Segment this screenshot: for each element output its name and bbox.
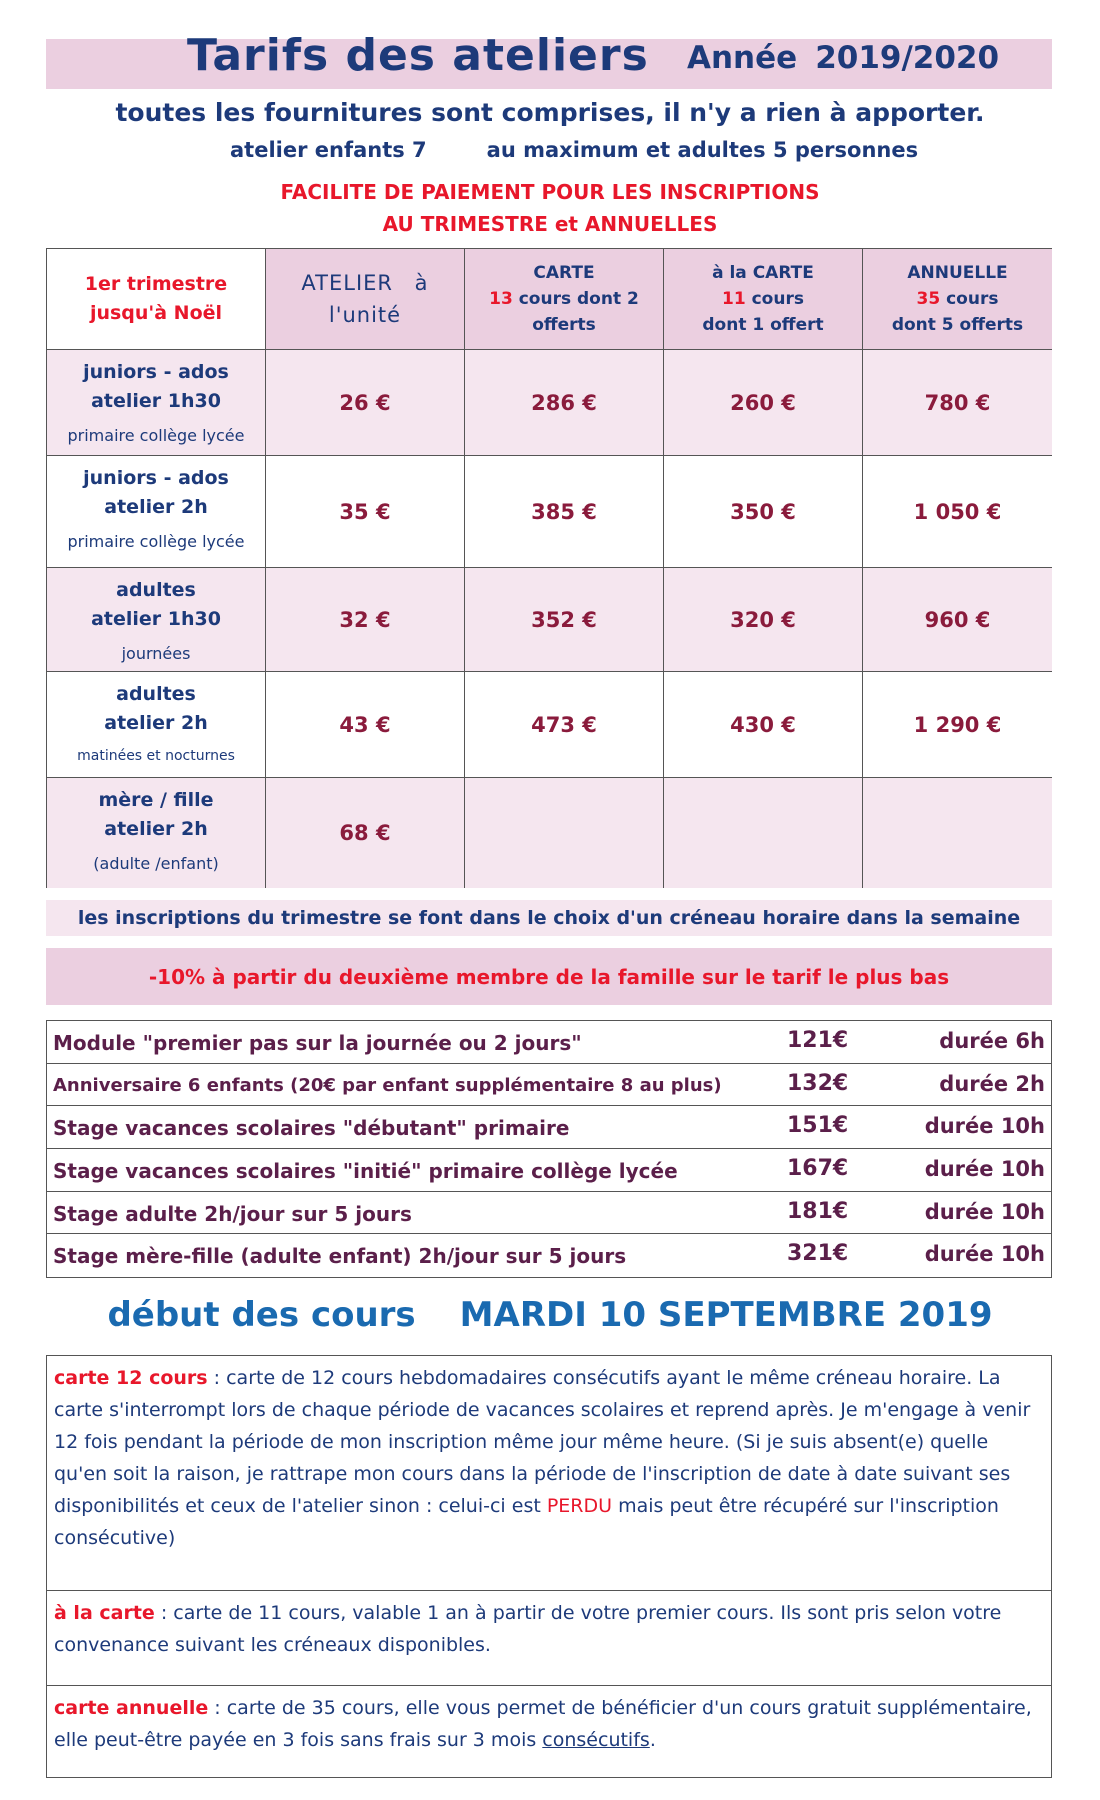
module-price: 167€	[787, 1156, 849, 1182]
module-label: Stage vacances scolaires "débutant" primaire	[53, 1116, 570, 1141]
module-label: Stage adulte 2h/jour sur 5 jours	[53, 1201, 412, 1226]
alacarte-explanation	[47, 1591, 1051, 1686]
card-explanations	[46, 1355, 1052, 1778]
row-subtitle: matinées et nocturnes	[77, 748, 235, 764]
price-cell: 286 €	[465, 350, 664, 456]
row-label-mother-daughter	[47, 778, 266, 888]
module-duration: durée 6h	[939, 1029, 1045, 1053]
registration-notice: les inscriptions du trimestre se font dans le choix d'un créneau horaire dans la semaine	[46, 900, 1052, 936]
card12-key: carte 12 cours	[54, 1367, 208, 1389]
annual-key: carte annuelle	[54, 1697, 209, 1719]
col-annual-num: 35	[916, 289, 941, 309]
table-corner	[47, 249, 266, 350]
col-header-annual	[863, 249, 1052, 350]
row-label-adults-2h	[47, 672, 266, 778]
col-card13-num: 13	[489, 289, 513, 309]
col-unit-line1: ATELIER à	[301, 271, 429, 295]
capacity-children: atelier enfants 7	[230, 138, 427, 162]
price-cell: 352 €	[465, 568, 664, 672]
module-row	[47, 1064, 1051, 1107]
col-alacarte-line1: à la CARTE	[712, 263, 814, 283]
col-annual-line1: ANNUELLE	[907, 263, 1008, 283]
col-header-unit	[266, 249, 465, 350]
course-start	[0, 1295, 1100, 1335]
price-cell: 32 €	[266, 568, 465, 672]
module-price: 132€	[787, 1070, 849, 1096]
row-label-juniors-2h	[47, 456, 266, 568]
price-cell: 385 €	[465, 456, 664, 568]
col-alacarte-line2: cours	[751, 289, 804, 309]
col-annual-line3: dont 5 offerts	[891, 315, 1024, 335]
row-title-2: atelier 2h	[104, 818, 208, 840]
module-price: 321€	[787, 1241, 849, 1267]
row-subtitle: (adulte /enfant)	[93, 854, 219, 873]
module-row	[47, 1192, 1051, 1235]
annual-underlined: consécutifs	[542, 1729, 650, 1751]
module-price: 151€	[787, 1113, 849, 1139]
col-card13-line3: offerts	[532, 315, 596, 335]
price-cell: 43 €	[266, 672, 465, 778]
row-title-2: atelier 1h30	[91, 390, 221, 412]
price-table	[46, 248, 1052, 888]
price-cell-empty	[465, 778, 664, 888]
price-cell: 430 €	[664, 672, 863, 778]
col-annual-line2: cours	[946, 289, 999, 309]
price-cell: 320 €	[664, 568, 863, 672]
module-duration: durée 2h	[939, 1071, 1045, 1096]
col-unit-line2: l'unité	[328, 303, 402, 327]
col-card13-line2: cours dont 2	[518, 289, 639, 309]
course-start-label: début des cours	[107, 1295, 416, 1335]
row-subtitle: primaire collège lycée	[67, 426, 245, 445]
school-year	[687, 40, 999, 76]
price-cell: 1 050 €	[863, 456, 1052, 568]
module-label: Anniversaire 6 enfants (20€ par enfant supplémentaire 8 au plus)	[53, 1074, 722, 1096]
annual-text: : carte de 35 cours, elle vous permet de bénéficier d'un cours gratuit supplémentaire, elle peut-être payée en 3 fois sans frais sur 3 mois	[54, 1697, 1032, 1751]
capacity-rest: au maximum et adultes 5 personnes	[486, 138, 919, 162]
capacity-note	[230, 138, 918, 162]
row-title-1: adultes	[116, 683, 196, 705]
annual-end: .	[649, 1729, 656, 1751]
module-duration: durée 10h	[924, 1199, 1045, 1224]
payment-facility-line1: FACILITE DE PAIEMENT POUR LES INSCRIPTIONS	[280, 180, 820, 204]
alacarte-text: : carte de 11 cours, valable 1 an à partir de votre premier cours. Ils sont pris selon votre convenance suivant les créneaux disponibles.	[54, 1602, 1002, 1656]
module-duration: durée 10h	[924, 1157, 1045, 1182]
corner-line2: jusqu'à Noël	[89, 302, 223, 324]
module-price: 181€	[787, 1198, 849, 1224]
year-value: 2019/2020	[815, 40, 1000, 76]
price-cell: 780 €	[863, 350, 1052, 456]
row-title-1: juniors - ados	[83, 467, 229, 489]
row-title-1: juniors - ados	[83, 361, 229, 383]
price-cell: 260 €	[664, 350, 863, 456]
module-row	[47, 1234, 1051, 1277]
col-card13-line1: CARTE	[533, 263, 595, 283]
col-alacarte-num: 11	[722, 289, 746, 309]
family-discount-notice: -10% à partir du deuxième membre de la famille sur le tarif le plus bas	[46, 948, 1052, 1005]
price-cell-empty	[664, 778, 863, 888]
price-cell: 350 €	[664, 456, 863, 568]
module-row	[47, 1106, 1051, 1149]
row-title-2: atelier 2h	[104, 496, 208, 518]
module-label: Stage mère-fille (adulte enfant) 2h/jour sur 5 jours	[53, 1244, 627, 1269]
price-cell: 68 €	[266, 778, 465, 888]
module-price: 121€	[787, 1028, 849, 1053]
corner-line1: 1er trimestre	[84, 273, 228, 295]
row-subtitle: journées	[121, 644, 191, 663]
row-label-adults-1h30	[47, 568, 266, 672]
module-row	[47, 1021, 1051, 1064]
col-header-alacarte	[664, 249, 863, 350]
card12-text: : carte de 12 cours hebdomadaires consécutifs ayant le même créneau horaire. La carte s'interrompt lors de chaque période de vacances scolaires et reprend après. Je m'engage à venir 12 fois pendant la période de mon inscription même jour même heure. (Si je suis absent(e) quelle qu'en soit la raison, je rattrape mon cours dans la période de l'inscription de date à date suivant ses disponibilités et ceux de l'atelier sinon : celui-ci est	[54, 1367, 1031, 1517]
card12-text-end: mais peut être récupéré sur l'inscription consécutive)	[54, 1495, 999, 1549]
alacarte-key: à la carte	[54, 1602, 155, 1624]
module-label: Module "premier pas sur la journée ou 2 jours"	[53, 1031, 582, 1055]
annual-explanation	[47, 1686, 1051, 1778]
payment-facility-line2: AU TRIMESTRE et ANNUELLES	[382, 212, 718, 236]
price-cell: 1 290 €	[863, 672, 1052, 778]
supplies-note: toutes les fournitures sont comprises, il n'y a rien à apporter.	[115, 98, 985, 127]
col-header-card13	[465, 249, 664, 350]
row-title-1: adultes	[116, 579, 196, 601]
year-label: Année	[687, 40, 798, 76]
col-alacarte-line3: dont 1 offert	[702, 315, 824, 335]
row-subtitle: primaire collège lycée	[67, 532, 245, 551]
module-duration: durée 10h	[924, 1242, 1045, 1267]
price-cell-empty	[863, 778, 1052, 888]
row-title-1: mère / fille	[98, 789, 214, 811]
module-row	[47, 1149, 1051, 1192]
page-title: Tarifs des ateliers	[187, 30, 649, 81]
row-label-juniors-1h30	[47, 350, 266, 456]
row-title-2: atelier 1h30	[91, 608, 221, 630]
price-cell: 26 €	[266, 350, 465, 456]
modules-table	[46, 1020, 1052, 1278]
module-duration: durée 10h	[924, 1114, 1045, 1139]
price-cell: 960 €	[863, 568, 1052, 672]
price-cell: 473 €	[465, 672, 664, 778]
module-label: Stage vacances scolaires "initié" primaire collège lycée	[53, 1159, 678, 1184]
row-title-2: atelier 2h	[104, 712, 208, 734]
course-start-date: MARDI 10 SEPTEMBRE 2019	[459, 1295, 993, 1335]
price-cell: 35 €	[266, 456, 465, 568]
card12-lost: PERDU	[546, 1495, 613, 1517]
card12-explanation	[47, 1356, 1051, 1591]
